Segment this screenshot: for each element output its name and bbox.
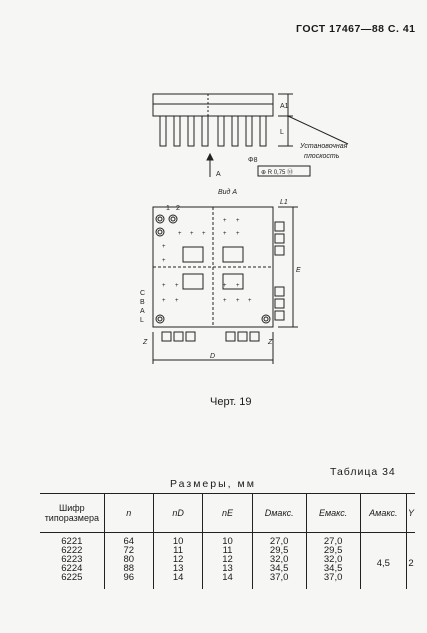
label-a1: A1 [280, 103, 289, 110]
label-l: L [280, 129, 284, 136]
cell-nd: 14 [172, 572, 184, 583]
cell-ne: 13 [222, 563, 233, 574]
dimensions-table [40, 493, 415, 589]
cell-d: 27,0 [269, 536, 289, 547]
label-one: 1 [166, 205, 170, 212]
svg-text:+: + [162, 298, 166, 304]
cell-ne: 11 [222, 545, 233, 556]
svg-text:+: + [223, 283, 227, 289]
cell-code: 6221 [61, 536, 83, 547]
svg-text:+: + [236, 298, 240, 304]
svg-text:+: + [248, 298, 252, 304]
cell-nd: 10 [172, 536, 184, 547]
package-drawing [118, 82, 378, 382]
col-nd [153, 533, 202, 590]
cell-e: 37,0 [323, 572, 343, 583]
cell-ne: 12 [222, 554, 233, 565]
cell-nd: 13 [172, 563, 184, 574]
svg-text:+: + [236, 218, 240, 224]
label-c: C [140, 290, 146, 297]
cell-code: 6224 [61, 563, 83, 574]
package-body-side [153, 94, 273, 116]
svg-text:+: + [178, 231, 182, 237]
cell-e: 32,0 [323, 554, 343, 565]
cell-n: 80 [123, 554, 135, 565]
cell-code: 6225 [61, 572, 83, 583]
table-row [40, 533, 415, 590]
header-e: Eмакс. [306, 494, 360, 533]
svg-text:+: + [175, 283, 179, 289]
cell-code: 6222 [61, 545, 83, 556]
header-y: Y [406, 494, 415, 533]
cell-e: 27,0 [323, 536, 343, 547]
svg-text:+: + [162, 258, 166, 264]
label-tol: ⊕ R 0,75 Ⓜ [261, 170, 294, 176]
svg-text:+: + [236, 283, 240, 289]
col-n [104, 533, 153, 590]
label-dia: Φ8 [248, 157, 258, 164]
label-mount-1: Установочная [300, 143, 348, 150]
label-d: D [210, 353, 216, 360]
svg-text:+: + [190, 231, 194, 237]
svg-text:+: + [223, 218, 227, 224]
pins-side [160, 116, 266, 146]
svg-text:+: + [202, 231, 206, 237]
cell-n: 88 [123, 563, 135, 574]
pads-bottom [162, 332, 259, 341]
page-header: ГОСТ 17467—88 С. 41 [296, 23, 416, 35]
cell-a: 4,5 [360, 533, 406, 590]
svg-text:+: + [223, 298, 227, 304]
cell-nd: 11 [173, 545, 184, 556]
col-e [306, 533, 360, 590]
cell-y: 2 [406, 533, 415, 590]
svg-text:+: + [175, 298, 179, 304]
header-ne: nE [203, 494, 252, 533]
label-l1: L1 [280, 199, 288, 206]
cell-code: 6223 [61, 554, 83, 565]
table-header-row [40, 494, 415, 533]
cell-e: 34,5 [323, 563, 343, 574]
header-nd: nD [153, 494, 202, 533]
label-mount-2: плоскость [304, 153, 340, 160]
table-number: Таблица 34 [330, 466, 396, 478]
label-e: E [296, 267, 301, 274]
cell-n: 64 [123, 536, 135, 547]
header-d: Dмакс. [252, 494, 306, 533]
cell-d: 34,5 [269, 563, 289, 574]
pads-right [275, 222, 284, 320]
col-code [40, 533, 104, 590]
cell-ne: 10 [222, 536, 233, 547]
cell-d: 32,0 [269, 554, 289, 565]
cell-d: 29,5 [269, 545, 289, 556]
header-code: Шифр типоразмера [40, 494, 104, 533]
cell-nd: 12 [172, 554, 184, 565]
label-l-left: L [140, 317, 144, 324]
label-z2: Z [268, 339, 273, 346]
label-z1: Z [143, 339, 148, 346]
table-title: Размеры, мм [170, 478, 256, 490]
cell-n: 72 [123, 545, 135, 556]
svg-text:+: + [223, 231, 227, 237]
cell-ne: 14 [222, 572, 233, 583]
figure-caption: Черт. 19 [210, 396, 252, 408]
label-view: Вид А [218, 189, 238, 196]
label-a: A [140, 308, 145, 315]
label-arrow-a: A [216, 171, 221, 178]
svg-text:+: + [162, 244, 166, 250]
cell-d: 37,0 [269, 572, 289, 583]
svg-text:+: + [236, 231, 240, 237]
header-n: n [104, 494, 153, 533]
cell-e: 29,5 [323, 545, 343, 556]
label-b: B [140, 299, 145, 306]
cell-n: 96 [123, 572, 135, 583]
label-two: 2 [176, 205, 180, 212]
col-d [252, 533, 306, 590]
svg-text:+: + [162, 283, 166, 289]
col-ne [203, 533, 252, 590]
header-a: Aмакс. [360, 494, 406, 533]
